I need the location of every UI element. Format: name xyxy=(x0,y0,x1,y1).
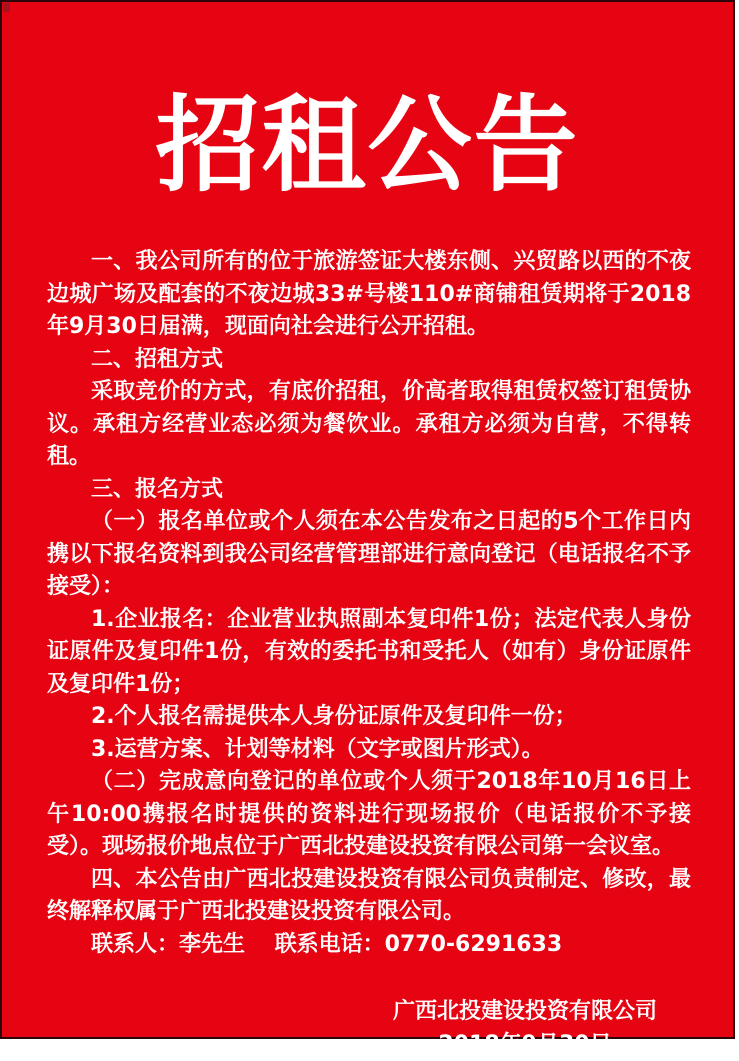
signature-block xyxy=(375,995,675,1061)
paragraph-registration-intro: （一）报名单位或个人须在本公告发布之日起的5个工作日内携以下报名资料到我公司经营管理部进行意向登记（电话报名不予接受）： xyxy=(47,509,691,600)
corner-artifact-mark xyxy=(3,3,10,12)
paragraph-section-3-heading: 三、报名方式 xyxy=(91,476,224,502)
paragraph-bidding-details: （二）完成意向登记的单位或个人须于2018年10月16日上午10:00携报名时提供的资料进行现场报价（电话报价不予接受）。现场报价地点位于广西北投建设投资有限公司第一会议室。 xyxy=(47,769,691,860)
signature-company: 广西北投建设投资有限公司 xyxy=(392,999,657,1025)
page-title: 招租公告 xyxy=(155,83,580,206)
contact-line: 联系人：李先生 联系电话：0770-6291633 xyxy=(91,931,563,957)
announcement-body xyxy=(2,246,733,961)
signature-date: 2018年9月30日 xyxy=(438,1032,612,1058)
paragraph-section-1: 一、我公司所有的位于旅游签证大楼东侧、兴贸路以西的不夜边城广场及配套的不夜边城33#号楼110#商铺租赁期将于2018年9月30日届满，现面向社会进行公开招租。 xyxy=(47,249,691,340)
paragraph-section-2-text: 采取竞价的方式，有底价招租，价高者取得租赁权签订租赁协议。承租方经营业态必须为餐饮业。承租方必须为自营，不得转租。 xyxy=(47,379,691,470)
paragraph-section-2-heading: 二、招租方式 xyxy=(91,346,224,372)
paragraph-operation-plan: 3.运营方案、计划等材料（文字或图片形式）。 xyxy=(91,736,544,762)
paragraph-section-4: 四、本公告由广西北投建设投资有限公司负责制定、修改，最终解释权属于广西北投建设投资有限公司。 xyxy=(47,866,691,925)
paragraph-enterprise-requirements: 1.企业报名：企业营业执照副本复印件1份；法定代表人身份证原件及复印件1份，有效的委托书和受托人（如有）身份证原件及复印件1份； xyxy=(47,606,691,697)
paragraph-individual-requirements: 2.个人报名需提供本人身份证原件及复印件一份； xyxy=(91,704,577,730)
